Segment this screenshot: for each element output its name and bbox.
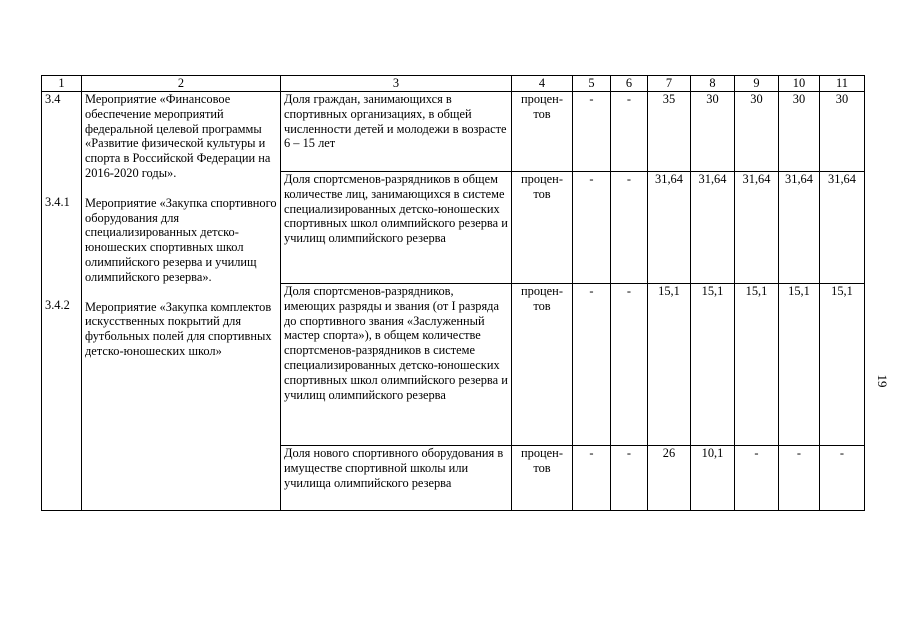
indicator-cell: Доля спортсменов-разрядников, имеющих разряды и звания (от I разряда до спортивного звания «Заслуженный мастер спорта»), в общем количестве спортсменов-разрядников в системе специализированных детско-юношеских спортивных школ олимпийского резерва и училищ олимпийского резерва (281, 284, 512, 446)
event-code: 3.4.1 (45, 194, 70, 209)
value-cell: 30 (779, 92, 820, 172)
value-cell: - (611, 92, 648, 172)
event-description: Мероприятие «Закупка спортивного оборудования для специализированных детско-юношеских спортивных школ олимпийского резерва и училищ олимпийского резерва». (85, 195, 277, 284)
table-row (42, 92, 865, 172)
indicators-table (41, 75, 865, 511)
indicator-cell: Доля граждан, занимающихся в спортивных организациях, в общей численности детей и молодежи в возрасте 6 – 15 лет (281, 92, 512, 172)
value-cell: - (573, 284, 611, 446)
value-cell: - (611, 446, 648, 511)
value-cell: 30 (735, 92, 779, 172)
unit-cell: процен-тов (512, 92, 573, 172)
header-cell: 10 (779, 76, 820, 92)
value-cell: 31,64 (648, 172, 691, 284)
value-cell: 31,64 (779, 172, 820, 284)
value-cell: 15,1 (779, 284, 820, 446)
value-cell: - (735, 446, 779, 511)
header-cell: 5 (573, 76, 611, 92)
value-cell: - (820, 446, 865, 511)
value-cell: - (573, 446, 611, 511)
value-cell: 31,64 (820, 172, 865, 284)
header-cell: 9 (735, 76, 779, 92)
header-cell: 4 (512, 76, 573, 92)
events-cell (82, 92, 281, 511)
header-row (42, 76, 865, 92)
unit-cell: процен-тов (512, 446, 573, 511)
value-cell: - (779, 446, 820, 511)
value-cell: 26 (648, 446, 691, 511)
header-cell: 8 (691, 76, 735, 92)
value-cell: 10,1 (691, 446, 735, 511)
event-spacer (85, 181, 277, 196)
value-cell: 31,64 (735, 172, 779, 284)
header-cell: 2 (82, 76, 281, 92)
value-cell: - (573, 92, 611, 172)
value-cell: 15,1 (820, 284, 865, 446)
value-cell: - (611, 172, 648, 284)
unit-cell: процен-тов (512, 172, 573, 284)
value-cell: 15,1 (735, 284, 779, 446)
value-cell: - (611, 284, 648, 446)
event-code: 3.4 (45, 92, 61, 106)
header-cell: 1 (42, 76, 82, 92)
unit-cell: процен-тов (512, 284, 573, 446)
header-cell: 7 (648, 76, 691, 92)
event-description: Мероприятие «Финансовое обеспечение мероприятий федеральной целевой программы «Развитие физической культуры и спорта в Российской Федерации на 2016-2020 годы». (85, 92, 271, 180)
value-cell: 30 (691, 92, 735, 172)
value-cell: 31,64 (691, 172, 735, 284)
value-cell: 35 (648, 92, 691, 172)
value-cell: 30 (820, 92, 865, 172)
code-spacer (45, 210, 78, 298)
value-cell: 15,1 (648, 284, 691, 446)
event-spacer (85, 285, 277, 300)
page-number: 19 (875, 374, 890, 388)
event-code: 3.4.2 (45, 297, 70, 312)
header-cell: 6 (611, 76, 648, 92)
value-cell: - (573, 172, 611, 284)
event-description: Мероприятие «Закупка комплектов искусственных покрытий для футбольных полей для спортивных детско-юношеских школ» (85, 299, 272, 358)
header-cell: 3 (281, 76, 512, 92)
value-cell: 15,1 (691, 284, 735, 446)
codes-cell (42, 92, 82, 511)
header-cell: 11 (820, 76, 865, 92)
indicator-cell: Доля спортсменов-разрядников в общем количестве лиц, занимающихся в системе специализированных детско-юношеских спортивных школ олимпийского резерва и училищ олимпийского резерва (281, 172, 512, 284)
indicator-cell: Доля нового спортивного оборудования в имуществе спортивной школы или училища олимпийского резерва (281, 446, 512, 511)
code-spacer (45, 107, 78, 195)
